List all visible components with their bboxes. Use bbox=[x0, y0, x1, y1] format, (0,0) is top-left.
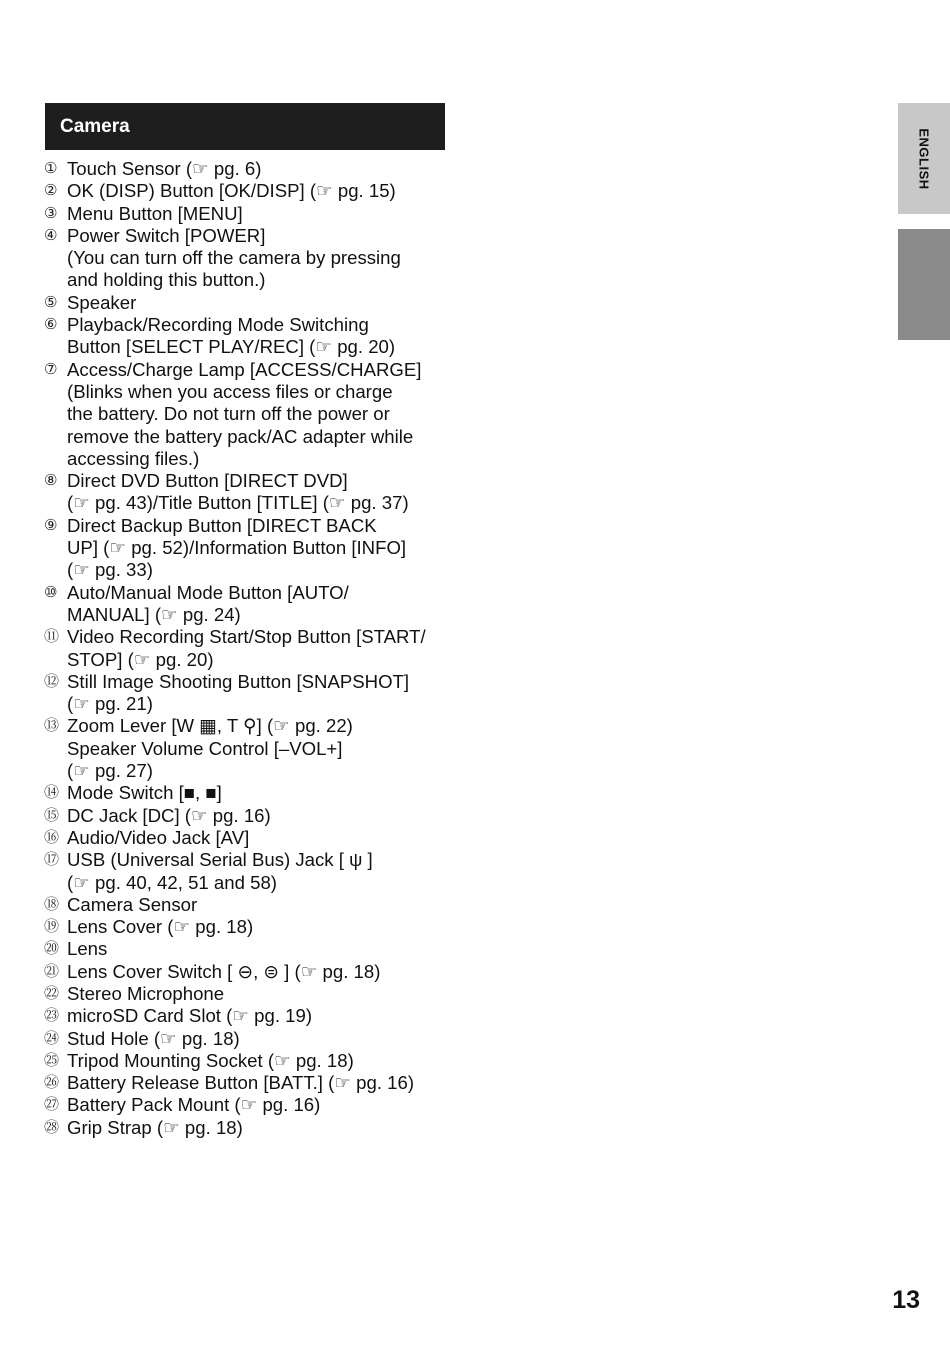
item-text: Lens Cover Switch [ ⊖, ⊜ ] (☞ pg. 18) bbox=[67, 960, 381, 982]
list-item bbox=[44, 782, 454, 804]
item-text: Still Image Shooting Button [SNAPSHOT] (☞ pg. 21) bbox=[67, 670, 410, 715]
item-text: Lens bbox=[67, 938, 108, 960]
list-item bbox=[44, 1094, 454, 1116]
item-text: Battery Pack Mount (☞ pg. 16) bbox=[67, 1094, 321, 1116]
list-item bbox=[44, 515, 454, 582]
item-text: Lens Cover (☞ pg. 18) bbox=[67, 916, 254, 938]
list-item bbox=[44, 715, 454, 782]
list-item bbox=[44, 916, 454, 938]
item-number: ㉖ bbox=[44, 1074, 60, 1092]
section-title: Camera bbox=[45, 103, 445, 150]
list-item bbox=[44, 582, 454, 627]
item-text: microSD Card Slot (☞ pg. 19) bbox=[67, 1005, 313, 1027]
item-text: Battery Release Button [BATT.] (☞ pg. 16) bbox=[67, 1072, 415, 1094]
list-item bbox=[44, 1028, 454, 1050]
item-text: Access/Charge Lamp [ACCESS/CHARGE] (Blinks when you access files or charge the battery. Do not turn off the power or remove the battery pack/AC adapter while accessing files.) bbox=[67, 358, 422, 469]
item-number: ㉔ bbox=[44, 1029, 60, 1047]
list-item bbox=[44, 1072, 454, 1094]
item-text: Auto/Manual Mode Button [AUTO/ MANUAL] (☞ pg. 24) bbox=[67, 581, 349, 625]
item-text: Direct DVD Button [DIRECT DVD] (☞ pg. 43)/Title Button [TITLE] (☞ pg. 37) bbox=[67, 470, 409, 514]
item-text: DC Jack [DC] (☞ pg. 16) bbox=[67, 804, 271, 826]
item-number: ⑯ bbox=[44, 828, 60, 846]
item-number: ㉓ bbox=[44, 1007, 60, 1025]
list-item bbox=[44, 314, 454, 359]
list-item bbox=[44, 1117, 454, 1139]
item-number: ㉑ bbox=[44, 962, 60, 980]
list-item bbox=[44, 1005, 454, 1027]
list-item bbox=[44, 292, 454, 314]
list-item bbox=[44, 961, 454, 983]
language-tab bbox=[898, 103, 950, 214]
item-text: Touch Sensor (☞ pg. 6) bbox=[67, 158, 262, 179]
item-number: ⑪ bbox=[44, 628, 60, 646]
item-number: ⑤ bbox=[44, 293, 58, 311]
item-number: ⑩ bbox=[44, 583, 58, 601]
list-item bbox=[44, 983, 454, 1005]
item-text: OK (DISP) Button [OK/DISP] (☞ pg. 15) bbox=[67, 180, 396, 202]
item-number: ③ bbox=[44, 204, 58, 222]
item-text: Zoom Lever [W ▦, T ⚲] (☞ pg. 22) Speaker Volume Control [–VOL+] (☞ pg. 27) bbox=[67, 715, 353, 782]
item-text: Power Switch [POWER] (You can turn off the camera by pressing and holding this button.) bbox=[67, 224, 401, 291]
list-item bbox=[44, 359, 454, 470]
item-text: Speaker bbox=[67, 291, 137, 313]
list-item bbox=[44, 626, 454, 671]
item-number: ⑳ bbox=[44, 940, 60, 958]
item-number: ㉘ bbox=[44, 1118, 60, 1136]
list-item bbox=[44, 158, 454, 180]
item-number: ⑦ bbox=[44, 360, 58, 378]
list-item bbox=[44, 671, 454, 716]
item-text: Playback/Recording Mode Switching Button [SELECT PLAY/REC] (☞ pg. 20) bbox=[67, 314, 396, 358]
item-number: ⑲ bbox=[44, 918, 60, 936]
section-tab bbox=[898, 229, 950, 340]
list-item bbox=[44, 180, 454, 202]
list-item bbox=[44, 849, 454, 894]
item-text: Mode Switch [■, ■] bbox=[67, 782, 222, 804]
parts-list bbox=[44, 158, 454, 1139]
item-text: Direct Backup Button [DIRECT BACK UP] (☞ pg. 52)/Information Button [INFO] (☞ pg. 33) bbox=[67, 514, 407, 581]
language-tab-label: ENGLISH bbox=[916, 127, 932, 190]
item-number: ② bbox=[44, 182, 58, 200]
item-number: ㉒ bbox=[44, 984, 60, 1002]
list-item bbox=[44, 1050, 454, 1072]
page-number: 13 bbox=[892, 1286, 920, 1314]
item-number: ⑮ bbox=[44, 806, 60, 824]
item-number: ㉗ bbox=[44, 1096, 60, 1114]
item-text: Menu Button [MENU] bbox=[67, 202, 243, 224]
item-number: ④ bbox=[44, 226, 58, 244]
item-number: ① bbox=[44, 160, 58, 177]
item-text: Video Recording Start/Stop Button [START/ STOP] (☞ pg. 20) bbox=[67, 626, 426, 670]
item-text: Grip Strap (☞ pg. 18) bbox=[67, 1116, 243, 1138]
item-text: Camera Sensor bbox=[67, 893, 198, 915]
item-number: ⑨ bbox=[44, 516, 58, 534]
item-number: ㉕ bbox=[44, 1051, 60, 1069]
item-number: ⑬ bbox=[44, 717, 60, 735]
item-text: Stud Hole (☞ pg. 18) bbox=[67, 1027, 240, 1049]
list-item bbox=[44, 805, 454, 827]
item-text: Stereo Microphone bbox=[67, 982, 225, 1004]
list-item bbox=[44, 938, 454, 960]
item-number: ⑱ bbox=[44, 895, 60, 913]
item-text: Tripod Mounting Socket (☞ pg. 18) bbox=[67, 1049, 354, 1071]
item-text: USB (Universal Serial Bus) Jack [ ψ ] (☞ pg. 40, 42, 51 and 58) bbox=[67, 849, 373, 893]
item-number: ⑭ bbox=[44, 784, 60, 802]
item-number: ⑧ bbox=[44, 472, 58, 490]
item-text: Audio/Video Jack [AV] bbox=[67, 826, 250, 848]
list-item bbox=[44, 203, 454, 225]
list-item bbox=[44, 894, 454, 916]
list-item bbox=[44, 827, 454, 849]
list-item bbox=[44, 470, 454, 515]
list-item bbox=[44, 225, 454, 292]
item-number: ⑰ bbox=[44, 851, 60, 869]
item-number: ⑥ bbox=[44, 316, 58, 334]
item-number: ⑫ bbox=[44, 672, 60, 690]
